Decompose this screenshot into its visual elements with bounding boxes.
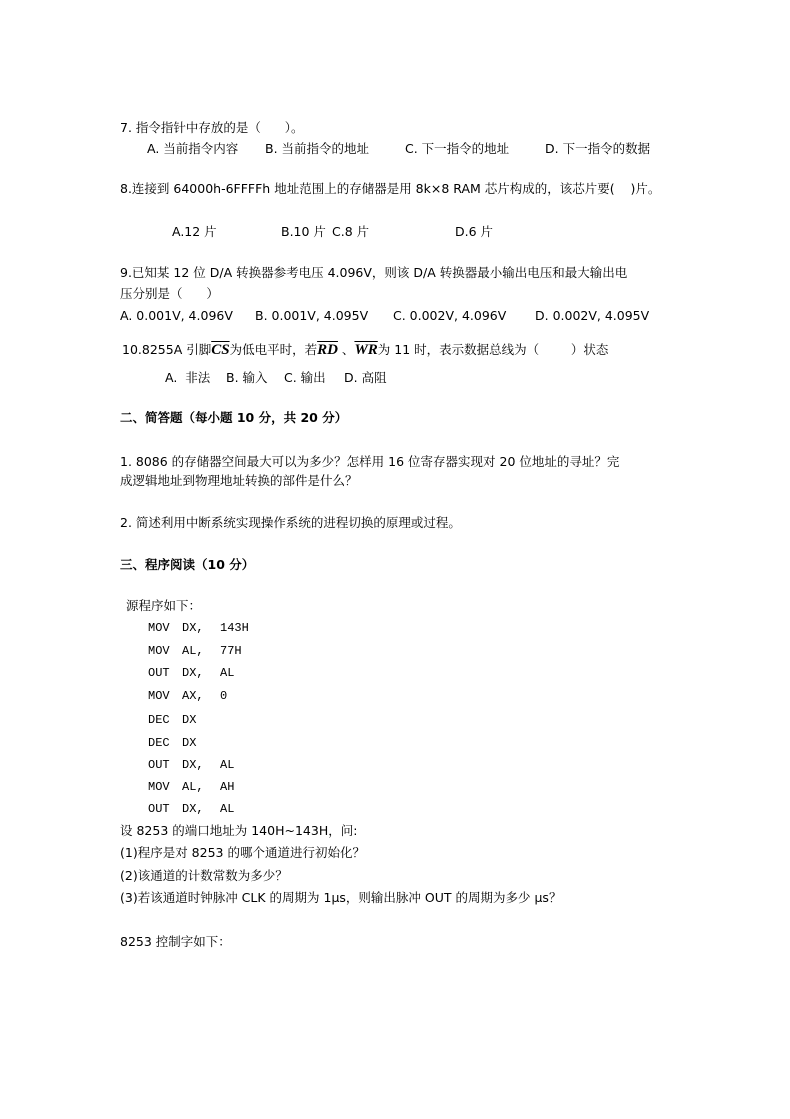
sec2-q1-line2: 成逻辑地址到物理地址转换的部件是什么？ <box>120 473 358 488</box>
q10-sep: 、 <box>341 342 355 357</box>
q7-option-a: A. 当前指令内容 <box>147 141 239 156</box>
code-operand2: AL <box>220 802 235 816</box>
q7-stem: 7. 指令指针中存放的是（ ）。 <box>120 120 304 135</box>
rd-signal: $\overline{RD}$ <box>317 342 338 358</box>
code-operand2: 77H <box>220 644 242 658</box>
code-opcode: OUT <box>148 758 170 772</box>
q8-option-c: C.8 片 <box>332 224 370 239</box>
code-operand1: DX, <box>182 666 204 680</box>
q9-option-d: D. 0.002V, 4.095V <box>535 308 650 323</box>
code-operand1: DX <box>182 713 197 727</box>
q10-option-a: A. 非法 <box>165 370 211 385</box>
code-operand2: AH <box>220 780 235 794</box>
sec3-q1: (1)程序是对 8253 的哪个通道进行初始化？ <box>120 845 365 860</box>
code-opcode: MOV <box>148 689 170 703</box>
code-operand1: AX, <box>182 689 204 703</box>
code-opcode: MOV <box>148 621 170 635</box>
code-opcode: DEC <box>148 713 170 727</box>
code-operand1: AL, <box>182 644 204 658</box>
code-opcode: OUT <box>148 666 170 680</box>
q10-option-c: C. 输出 <box>284 370 326 385</box>
sec3-q2: (2)该通道的计数常数为多少？ <box>120 868 288 883</box>
q10-stem <box>122 342 608 358</box>
code-opcode: OUT <box>148 802 170 816</box>
code-operand2: 0 <box>220 689 228 703</box>
code-opcode: MOV <box>148 644 170 658</box>
q8-option-d: D.6 片 <box>455 224 494 239</box>
port-given: 设 8253 的端口地址为 140H~143H，问: <box>120 823 358 838</box>
q9-option-b: B. 0.001V, 4.095V <box>255 308 369 323</box>
wr-signal: $\overline{WR}$ <box>354 342 378 358</box>
code-operand2: AL <box>220 758 235 772</box>
q7-option-d: D. 下一指令的数据 <box>545 141 651 156</box>
q9-stem-line2: 压分别是（ ） <box>120 286 219 301</box>
q8-option-a: A.12 片 <box>172 224 217 239</box>
q8-stem: 8.连接到 64000h-6FFFFh 地址范围上的存储器是用 8k×8 RAM 芯片构成的，该芯片要( )片。 <box>120 181 661 196</box>
code-operand2: 143H <box>220 621 249 635</box>
q10-option-d: D. 高阻 <box>344 370 387 385</box>
code-operand1: DX <box>182 736 197 750</box>
q9-stem-line1: 9.已知某 12 位 D/A 转换器参考电压 4.096V，则该 D/A 转换器最小输出电压和最大输出电 <box>120 265 628 280</box>
code-operand1: AL, <box>182 780 204 794</box>
q7-option-b: B. 当前指令的地址 <box>265 141 370 156</box>
q10-post: 为 11 时，表示数据总线为（ ）状态 <box>377 342 609 357</box>
code-operand1: DX, <box>182 621 204 635</box>
code-opcode: MOV <box>148 780 170 794</box>
q10-option-b: B. 输入 <box>226 370 268 385</box>
q8-option-b: B.10 片 <box>281 224 326 239</box>
cs-signal: $\overline{CS}$ <box>211 342 230 358</box>
q10-pre: 10.8255A 引脚 <box>122 342 212 357</box>
section-3-title: 三、程序阅读（10 分） <box>120 557 255 572</box>
q9-option-a: A. 0.001V, 4.096V <box>120 308 233 323</box>
sec3-q3: (3)若该通道时钟脉冲 CLK 的周期为 1μs，则输出脉冲 OUT 的周期为多少 μs？ <box>120 890 562 905</box>
code-operand1: DX, <box>182 758 204 772</box>
source-intro: 源程序如下： <box>126 598 202 613</box>
q7-option-c: C. 下一指令的地址 <box>405 141 510 156</box>
sec2-q1-line1: 1. 8086 的存储器空间最大可以为多少？怎样用 16 位寄存器实现对 20 位地址的寻址？完 <box>120 454 620 469</box>
sec2-q2: 2. 简述利用中断系统实现操作系统的进程切换的原理或过程。 <box>120 515 461 530</box>
control-word-caption: 8253 控制字如下： <box>120 934 231 949</box>
code-operand1: DX, <box>182 802 204 816</box>
q9-option-c: C. 0.002V, 4.096V <box>393 308 507 323</box>
code-operand2: AL <box>220 666 235 680</box>
section-2-title: 二、简答题（每小题 10 分，共 20 分） <box>120 410 348 425</box>
code-opcode: DEC <box>148 736 170 750</box>
q10-mid: 为低电平时，若 <box>229 342 318 357</box>
